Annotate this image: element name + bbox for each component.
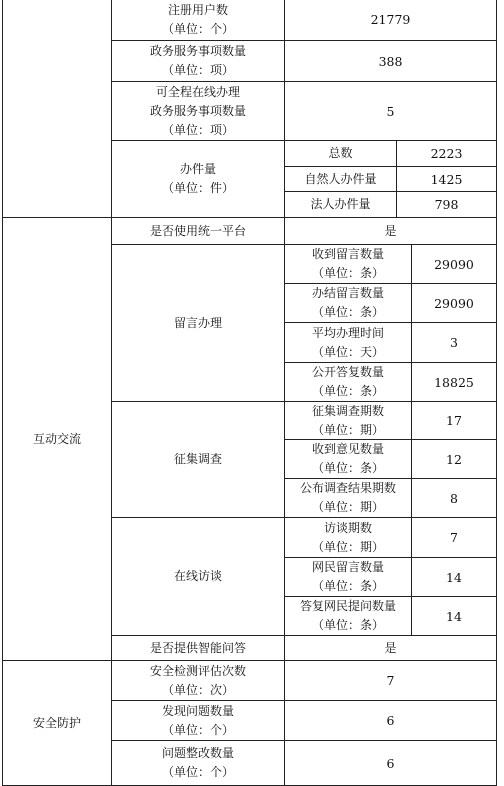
messages-avg-time-label: 平均办理时间 （单位：天） (285, 323, 412, 363)
cases-natural-value: 1425 (397, 167, 497, 192)
security-checks-value: 7 (285, 661, 497, 701)
section-blank-cell (2, 0, 112, 218)
messages-received-label: 收到留言数量 （单位：条） (285, 245, 412, 284)
cases-legal-value: 798 (397, 192, 497, 218)
messages-public-reply-label: 公开答复数量 （单位：条） (285, 363, 412, 402)
security-issues-fixed-value: 6 (285, 741, 497, 786)
cases-total-value: 2223 (397, 141, 497, 167)
online-items-label: 可全程在线办理 政务服务事项数量 （单位：项） (112, 82, 285, 141)
survey-label: 征集调查 (112, 402, 285, 518)
security-issues-found-value: 6 (285, 701, 497, 741)
messages-avg-time-value: 3 (412, 323, 497, 363)
cases-natural-label: 自然人办件量 (285, 167, 397, 192)
registered-users-label: 注册用户数 （单位：个） (112, 0, 285, 41)
messages-received-value: 29090 (412, 245, 497, 284)
cases-legal-label: 法人办件量 (285, 192, 397, 218)
survey-opinions-label: 收到意见数量 （单位：条） (285, 440, 412, 479)
smart-qa-value: 是 (285, 636, 497, 661)
interview-replies-label: 答复网民提问数量 （单位：条） (285, 597, 412, 636)
security-issues-fixed-label: 问题整改数量 （单位：个） (112, 741, 285, 786)
security-checks-label: 安全检测评估次数 （单位：次） (112, 661, 285, 701)
cases-total-label: 总数 (285, 141, 397, 167)
survey-periods-value: 17 (412, 402, 497, 440)
cases-label: 办件量 （单位：件） (112, 141, 285, 218)
interview-periods-label: 访谈期数 （单位：期） (285, 518, 412, 558)
interview-periods-value: 7 (412, 518, 497, 558)
section-interaction: 互动交流 (2, 218, 112, 661)
unified-platform-value: 是 (285, 218, 497, 245)
survey-results-label: 公布调查结果期数 （单位：期） (285, 479, 412, 518)
interview-label: 在线访谈 (112, 518, 285, 636)
survey-results-value: 8 (412, 479, 497, 518)
smart-qa-label: 是否提供智能问答 (112, 636, 285, 661)
service-items-label: 政务服务事项数量 （单位：项） (112, 41, 285, 82)
messages-completed-label: 办结留言数量 （单位：条） (285, 284, 412, 323)
interview-messages-label: 网民留言数量 （单位：条） (285, 558, 412, 597)
survey-periods-label: 征集调查期数 （单位：期） (285, 402, 412, 440)
registered-users-value: 21779 (285, 0, 497, 41)
section-security: 安全防护 (2, 661, 112, 786)
interview-messages-value: 14 (412, 558, 497, 597)
messages-label: 留言办理 (112, 245, 285, 402)
survey-opinions-value: 12 (412, 440, 497, 479)
messages-public-reply-value: 18825 (412, 363, 497, 402)
interview-replies-value: 14 (412, 597, 497, 636)
messages-completed-value: 29090 (412, 284, 497, 323)
service-items-value: 388 (285, 41, 497, 82)
unified-platform-label: 是否使用统一平台 (112, 218, 285, 245)
security-issues-found-label: 发现问题数量 （单位：个） (112, 701, 285, 741)
online-items-value: 5 (285, 82, 497, 141)
